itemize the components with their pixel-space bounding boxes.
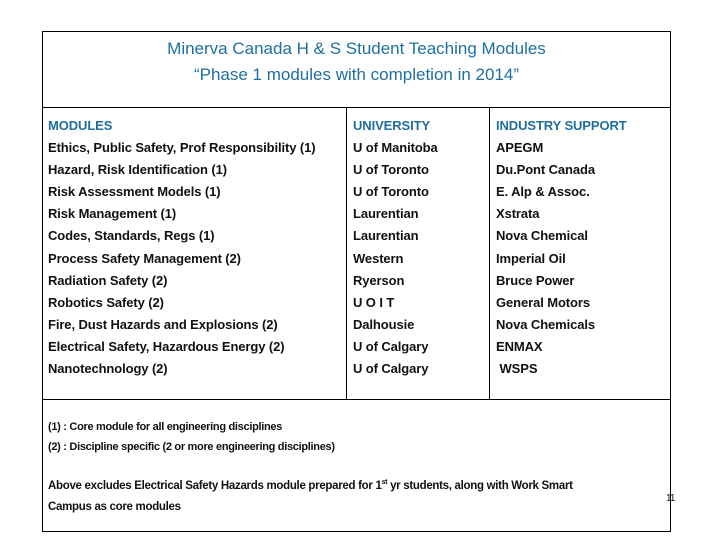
industry-cell: Nova Chemical bbox=[496, 228, 588, 244]
page-number: 11 bbox=[666, 493, 675, 504]
industry-cell: Xstrata bbox=[496, 206, 540, 222]
footnote-superscript: st bbox=[381, 479, 388, 487]
university-cell: U of Manitoba bbox=[353, 140, 438, 156]
university-cell: Western bbox=[353, 250, 404, 266]
modules-header: MODULES bbox=[48, 118, 113, 133]
modules-column bbox=[43, 108, 347, 399]
module-cell: Codes, Standards, Regs (1) bbox=[48, 228, 215, 244]
module-cell: Ethics, Public Safety, Prof Responsibility (1) bbox=[48, 140, 316, 156]
university-cell: Ryerson bbox=[353, 272, 405, 288]
university-cell: U O I T bbox=[353, 294, 395, 310]
footnote-text: Above excludes Electrical Safety Hazards module prepared for 1 bbox=[48, 480, 382, 492]
industry-cell: General Motors bbox=[496, 294, 590, 310]
page-subtitle: “Phase 1 modules with completion in 2014” bbox=[193, 65, 520, 84]
module-cell: Electrical Safety, Hazardous Energy (2) bbox=[48, 338, 285, 354]
module-cell: Fire, Dust Hazards and Explosions (2) bbox=[48, 316, 278, 332]
industry-cell: Nova Chemicals bbox=[496, 316, 596, 332]
footnote-line-2: Campus as core modules bbox=[48, 501, 181, 513]
industry-cell: Bruce Power bbox=[496, 272, 575, 288]
university-cell: U of Toronto bbox=[353, 162, 429, 178]
page-title: Minerva Canada H & S Student Teaching Modules bbox=[167, 39, 546, 58]
industry-header: INDUSTRY SUPPORT bbox=[496, 118, 627, 133]
legend-discipline: (2) : Discipline specific (2 or more engineering disciplines) bbox=[48, 441, 335, 453]
university-cell: Laurentian bbox=[353, 206, 419, 222]
university-cell: U of Toronto bbox=[353, 184, 429, 200]
industry-cell: WSPS bbox=[496, 361, 538, 377]
university-cell: Dalhousie bbox=[353, 316, 415, 332]
title-block bbox=[43, 32, 670, 108]
legend-core: (1) : Core module for all engineering disciplines bbox=[48, 421, 283, 433]
university-cell: Laurentian bbox=[353, 228, 419, 244]
module-cell: Process Safety Management (2) bbox=[48, 250, 241, 266]
footnote-text: yr students, along with Work Smart bbox=[387, 480, 573, 492]
industry-column bbox=[490, 108, 670, 399]
module-cell: Risk Management (1) bbox=[48, 206, 177, 222]
university-column bbox=[347, 108, 490, 399]
footnote bbox=[48, 476, 658, 518]
industry-cell: Imperial Oil bbox=[496, 250, 566, 266]
industry-cell: Du.Pont Canada bbox=[496, 162, 595, 178]
module-cell: Radiation Safety (2) bbox=[48, 272, 168, 288]
slide-frame bbox=[42, 31, 671, 532]
module-cell: Risk Assessment Models (1) bbox=[48, 184, 221, 200]
module-cell: Robotics Safety (2) bbox=[48, 294, 164, 310]
university-cell: U of Calgary bbox=[353, 361, 429, 377]
module-cell: Hazard, Risk Identification (1) bbox=[48, 162, 227, 178]
university-cell: U of Calgary bbox=[353, 338, 429, 354]
university-header: UNIVERSITY bbox=[353, 118, 431, 133]
industry-cell: APEGM bbox=[496, 140, 544, 156]
footnote-line-1 bbox=[48, 476, 658, 497]
industry-cell: ENMAX bbox=[496, 338, 543, 354]
modules-table bbox=[43, 108, 670, 400]
module-cell: Nanotechnology (2) bbox=[48, 361, 168, 377]
legend bbox=[48, 417, 335, 457]
industry-cell: E. Alp & Assoc. bbox=[496, 184, 590, 200]
